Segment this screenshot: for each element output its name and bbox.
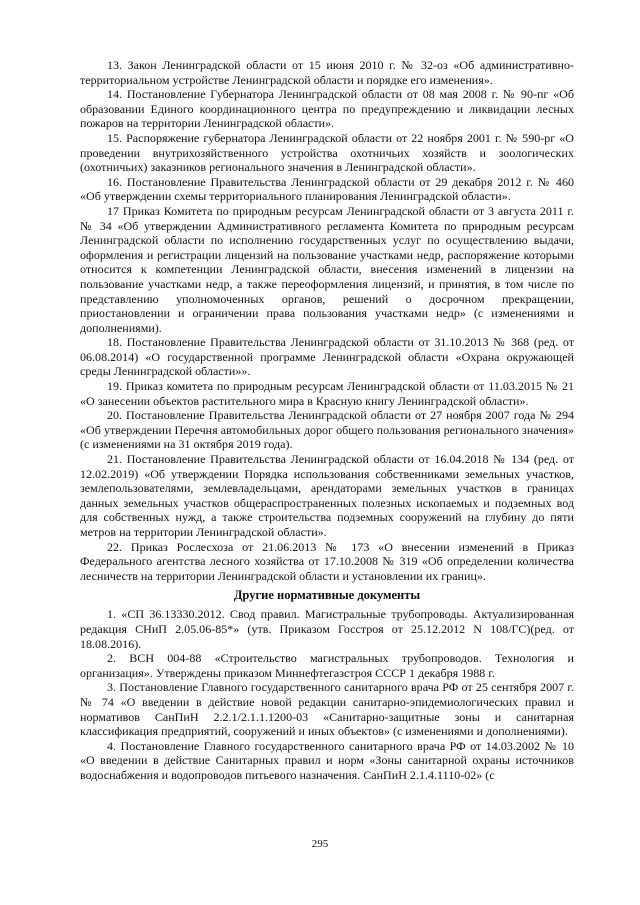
paragraph-14: 14. Постановление Губернатора Ленинградской области от 08 мая 2008 г. № 90-пг «Об образовании Единого координационного центра по предупреждению и ликвидации лесных пожаров на территории Ленинградской области». bbox=[80, 87, 574, 131]
paragraph-17: 17 Приказ Комитета по природным ресурсам Ленинградской области от 3 августа 2011 г. № 34 «Об утверждении Административного регламента Комитета по природным ресурсам Ленинградской области по исполнению государственных услуг по осуществлению выдачи, оформления и регистрации лицензий на пользование участками недр, распоряжение которыми относится к компетенции Ленинградской области, внесения изменений в лицензии на пользование участками недр, а также переоформления лицензий, и принятия, в том числе по представлению уполномоченных органов, решений о досрочном прекращении, приостановлении и ограничении права пользования участками недр» (с изменениями и дополнениями). bbox=[80, 203, 574, 335]
paragraph-16: 16. Постановление Правительства Ленинградской области от 29 декабря 2012 г. № 460 «Об утверждении схемы территориального планирования Ленинградской области». bbox=[80, 174, 574, 204]
document-page bbox=[80, 58, 574, 783]
paragraph-22: 22. Приказ Рослесхоза от 21.06.2013 № 173 «О внесении изменений в Приказ Федерального агентства лесного хозяйства от 17.10.2008 № 319 «Об определении количества лесничеств на территории Ленинградской области и установлении их границ». bbox=[80, 539, 574, 583]
paragraph-21: 21. Постановление Правительства Ленинградской области от 16.04.2018 № 134 (ред. от 12.02.2019) «Об утверждении Порядка использования собственниками земельных участков, землепользователями, землевладельцами, арендаторами земельных участков в границах данных земельных участков общераспространенных полезных ископаемых и подземных вод для собственных нужд, а также строительства подземных сооружений на глубину до пяти метров на территории Ленинградской области». bbox=[80, 452, 574, 539]
other-doc-item-1: 1. «СП 36.13330.2012. Свод правил. Магистральные трубопроводы. Актуализированная редакция СНиП 2.05.06-85*» (утв. Приказом Госстроя от 25.12.2012 N 108/ГС)(ред. от 18.08.2016). bbox=[80, 607, 574, 651]
paragraph-19: 19. Приказ комитета по природным ресурсам Ленинградской области от 11.03.2015 № 21 «О занесении объектов растительного мира в Красную книгу Ленинградской области». bbox=[80, 379, 574, 408]
page-number: 295 bbox=[311, 838, 329, 850]
other-doc-item-3: 3. Постановление Главного государственного санитарного врача РФ от 25 сентября 2007 г. № 74 «О введении в действие новой редакции санитарно-эпидемиологических правил и нормативов СанПиН 2.2.1/2.1.1.1200-03 «Санитарно-защитные зоны и санитарная классификация предприятий, сооружений и иных объектов» (с изменениями и дополнениями). bbox=[80, 680, 574, 739]
paragraph-20: 20. Постановление Правительства Ленинградской области от 27 ноября 2007 года № 294 «Об утверждении Перечня автомобильных дорог общего пользования регионального значения» (с изменениями на 31 октября 2019 года). bbox=[80, 408, 574, 452]
other-doc-item-2: 2. ВСН 004-88 «Строительство магистральных трубопроводов. Технология и организация». Утверждены приказом Миннефтегазстроя СССР 1 декабря 1988 г. bbox=[80, 651, 574, 680]
paragraph-15: 15. Распоряжение губернатора Ленинградской области от 22 ноября 2001 г. № 590-рг «О проведении внутрихозяйственного устройства охотничьих хозяйств и зоологических (охотничьих) заказников регионального значения в Ленинградской области». bbox=[80, 130, 574, 175]
paragraph-18: 18. Постановление Правительства Ленинградской области от 31.10.2013 № 368 (ред. от 06.08.2014) «О государственной программе Ленинградской области «Охрана окружающей среды Ленинградской области»». bbox=[80, 335, 574, 379]
paragraph-13: 13. Закон Ленинградской области от 15 июня 2010 г. № 32-оз «Об административно-территориальном устройстве Ленинградской области и порядке его изменения». bbox=[80, 58, 574, 87]
other-doc-item-4: 4. Постановление Главного государственного санитарного врача РФ от 14.03.2002 № 10 «О введении в действие Санитарных правил и норм «Зоны санитарной охраны источников водоснабжения и водопроводов питьевого назначения. СанПиН 2.1.4.1110-02» (с bbox=[80, 738, 574, 782]
section-heading: Другие нормативные документы bbox=[233, 588, 421, 603]
